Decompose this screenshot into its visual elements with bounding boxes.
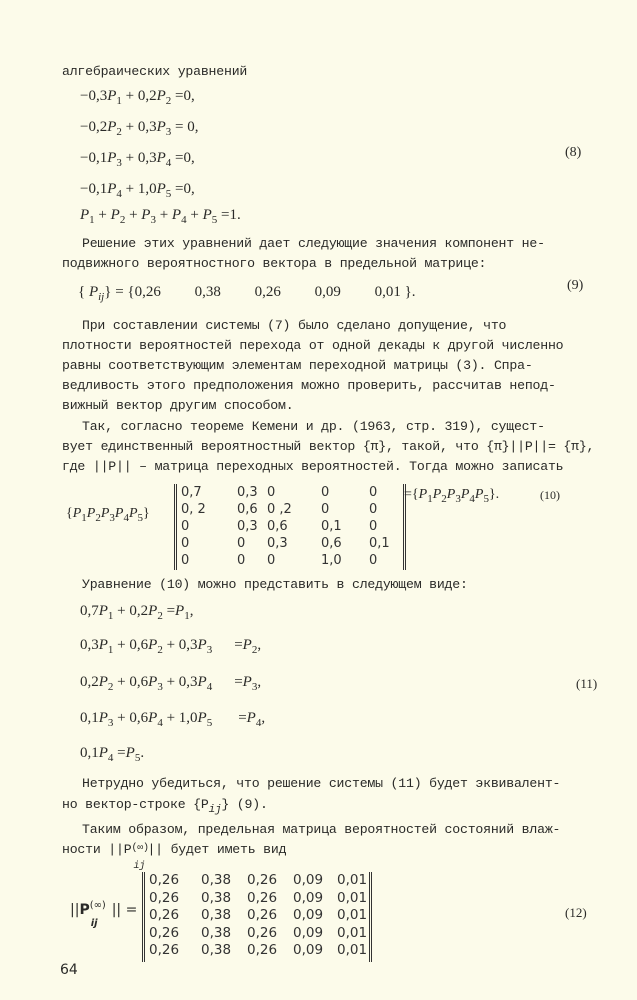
- paragraph-1-line-1: Решение этих уравнений дает следующие значения компонент не-: [82, 236, 545, 251]
- matrix-row: 0,26 0,38 0,26 0,09 0,01: [149, 872, 368, 888]
- intro-line: алгебраических уравнений: [62, 64, 248, 79]
- vector-9-value: 0,26: [254, 284, 281, 300]
- matrix-row: 0,26 0,38 0,26 0,09 0,01: [149, 889, 368, 906]
- equation-11-line-4: $0,1P_3 + 0,6P_4 + 1,0P_5 =P_4$,: [80, 710, 266, 729]
- matrix-row: 0 0 0 1,0 0: [181, 553, 378, 568]
- vector-9-value: 0,38: [194, 284, 221, 300]
- equation-10-rhs: $=\{P_1P_2P_3P_4P_5\}$.: [404, 487, 500, 505]
- vector-9-value: 0,09: [314, 284, 341, 300]
- paragraph-3-line-3: где ||P|| – матрица переходных вероятностей. Тогда можно записать: [62, 459, 564, 474]
- paragraph-1-line-2: подвижного вероятностного вектора в предельной матрице:: [62, 256, 487, 271]
- equation-11-line-2: $0,3P_1 + 0,6P_2 + 0,3P_3 =P_2$,: [80, 637, 262, 656]
- equation-8-line-4: $-0,1P_4 + 1,0P_5 =0$,: [80, 181, 195, 200]
- vector-9-label: { $P_{ij}$} = {: [78, 284, 135, 303]
- paragraph-2-line-5: вижный вектор другим способом.: [62, 398, 294, 413]
- paragraph-2-line-1: При составлении системы (7) было сделано допущение, что: [82, 318, 507, 333]
- equation-8-line-2: $-0,2P_2 + 0,3P_3 = 0$,: [80, 119, 199, 138]
- paragraph-6-line-2: ности ||P (∞) ij || будет иметь вид: [62, 842, 287, 872]
- matrix-row: 0,26 0,38 0,26 0,09 0,01: [149, 907, 368, 923]
- equation-8-line-3: $-0,1P_3 + 0,3P_4 =0$,: [80, 150, 195, 169]
- matrix-row: 0,26 0,38 0,26 0,09 0,01: [149, 942, 368, 958]
- equation-11-line-3: $0,2P_2 + 0,6P_3 + 0,3P_4 =P_3$,: [80, 674, 262, 693]
- equation-10-lhs: $\{P_1P_2P_3P_4P_5\}$: [66, 506, 150, 524]
- vector-9-value: 0,26: [134, 284, 161, 300]
- matrix-row: 0,7 0,3 0 0 0: [181, 485, 378, 500]
- equation-8-line-5: $P_1 + P_2 + P_3 + P_4 + P_5 =1$.: [80, 207, 241, 226]
- equation-number-8: (8): [565, 145, 582, 160]
- matrix-row: 0,26 0,38 0,26 0,09 0,01: [149, 924, 368, 941]
- equation-11-line-5: $0,1P_4 =P_5$.: [80, 745, 145, 764]
- equation-12-lhs: ||P (∞) ij || =: [70, 900, 138, 929]
- paragraph-5-line-1: Нетрудно убедиться, что решение системы (11) будет эквивалент-: [82, 776, 561, 791]
- equation-number-9: (9): [567, 278, 584, 293]
- matrix-row: 0 0 0,3 0,6 0,1: [181, 536, 390, 551]
- paragraph-2-line-4: ведливость этого предположения можно проверить, рассчитав непод-: [62, 378, 556, 393]
- paragraph-3-line-2: вует единственный вероятностный вектор {π}, такой, что {π}||P||= {π},: [62, 439, 595, 454]
- equation-number-10: (10): [540, 488, 560, 502]
- transition-matrix: [174, 484, 406, 570]
- paragraph-5-line-2: но вектор-строке $\{P_{ij}\}$ (9).: [62, 797, 268, 816]
- equation-number-12: (12): [565, 905, 587, 920]
- equation-11-line-1: $0,7P_1 + 0,2P_2 =P_1$,: [80, 603, 194, 622]
- equation-8-line-1: $-0,3P_1 + 0,2P_2 =0$,: [80, 88, 195, 107]
- page-number: 64: [60, 962, 78, 978]
- vector-9-value: 0,01: [374, 284, 401, 300]
- paragraph-2-line-2: плотности вероятностей перехода от одной декады к другой численно: [62, 338, 564, 353]
- matrix-row: 0, 2 0,6 0 ,2 0 0: [181, 502, 378, 517]
- paragraph-2-line-3: равны соответствующим элементам переходной матрицы (3). Спра-: [62, 358, 533, 373]
- paragraph-6-line-1: Таким образом, предельная матрица вероятностей состояний влаж-: [82, 822, 561, 837]
- limit-matrix: [142, 872, 372, 962]
- paragraph-3-line-1: Так, согласно теореме Кемени и др. (1963, стр. 319), сущест-: [82, 419, 545, 434]
- matrix-row: 0 0,3 0,6 0,1 0: [181, 519, 378, 534]
- vector-9: { $P_{ij}\} = \{0,26$ 0,38 0,26 0,09 0,01 }.: [78, 284, 416, 303]
- paragraph-4: Уравнение (10) можно представить в следующем виде:: [82, 577, 468, 592]
- equation-number-11: (11): [576, 676, 598, 691]
